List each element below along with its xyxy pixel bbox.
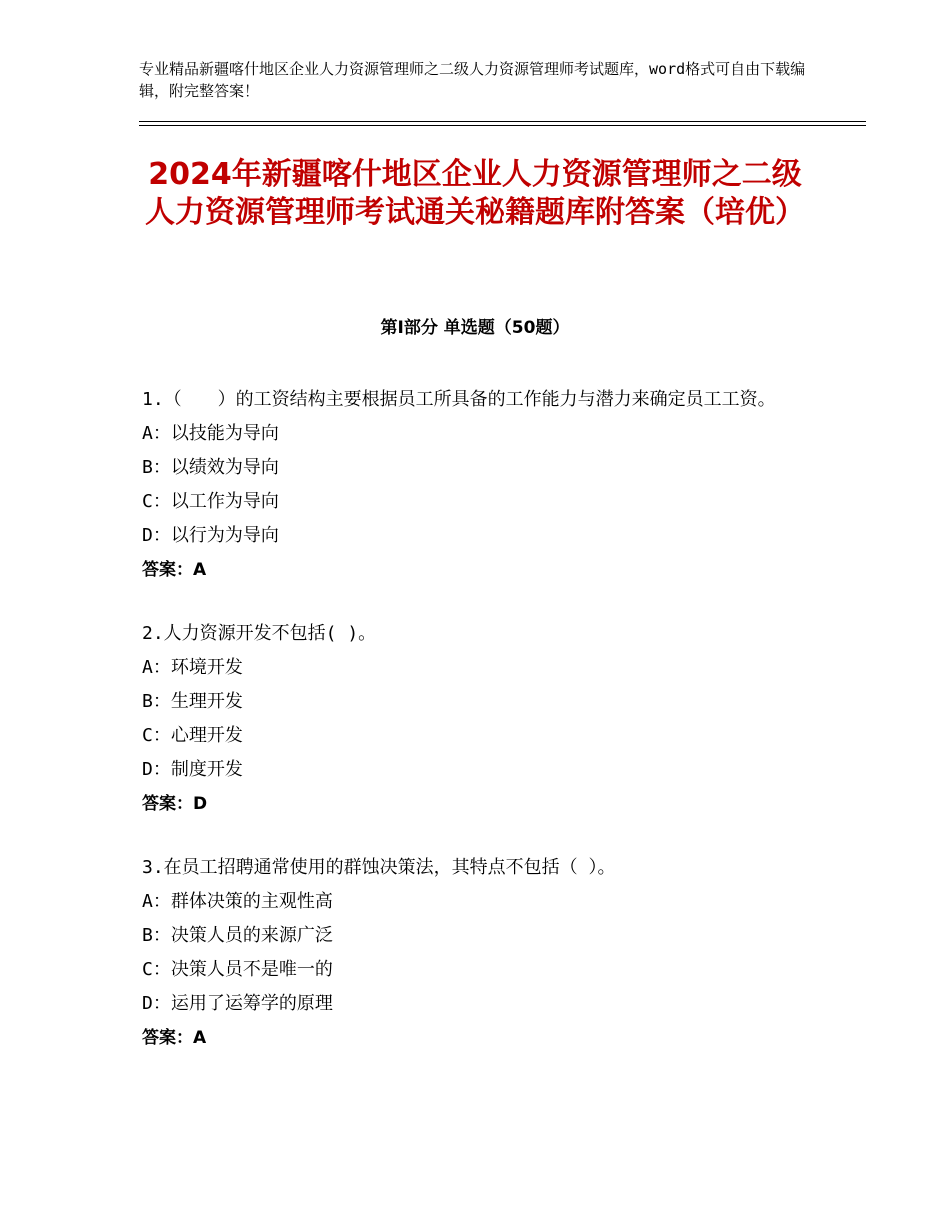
- answer: 答案：A: [142, 560, 207, 580]
- question-2: [142, 617, 822, 821]
- option-a: A：群体决策的主观性高: [142, 891, 333, 912]
- option-d: D：以行为为导向: [142, 525, 279, 546]
- answer: 答案：D: [142, 794, 208, 814]
- question-stem: 1.（ ）的工资结构主要根据员工所具备的工作能力与潜力来确定员工工资。: [142, 389, 776, 410]
- question-stem: 3.在员工招聘通常使用的群蚀决策法，其特点不包括（ ）。: [142, 857, 616, 878]
- option-c: C：心理开发: [142, 725, 243, 746]
- option-a: A：以技能为导向: [142, 423, 279, 444]
- option-b: B：以绩效为导向: [142, 457, 279, 478]
- header-divider: [139, 121, 866, 126]
- option-b: B：决策人员的来源广泛: [142, 925, 333, 946]
- header-note: 专业精品新疆喀什地区企业人力资源管理师之二级人力资源管理师考试题库，word格式可自由下载编辑，附完整答案！: [139, 60, 806, 100]
- option-c: C：决策人员不是唯一的: [142, 959, 333, 980]
- option-b: B：生理开发: [142, 691, 243, 712]
- option-c: C：以工作为导向: [142, 491, 279, 512]
- option-d: D：制度开发: [142, 759, 243, 780]
- section-heading: 第Ⅰ部分 单选题（50题）: [380, 318, 570, 338]
- answer: 答案：A: [142, 1028, 207, 1048]
- option-a: A：环境开发: [142, 657, 243, 678]
- document-title: 2024年新疆喀什地区企业人力资源管理师之二级人力资源管理师考试通关秘籍题库附答案（培优）: [145, 157, 805, 230]
- question-stem: 2.人力资源开发不包括( )。: [142, 623, 377, 644]
- option-d: D：运用了运筹学的原理: [142, 993, 333, 1014]
- question-3: [142, 851, 822, 1055]
- question-list: [142, 383, 822, 1085]
- question-1: [142, 383, 822, 587]
